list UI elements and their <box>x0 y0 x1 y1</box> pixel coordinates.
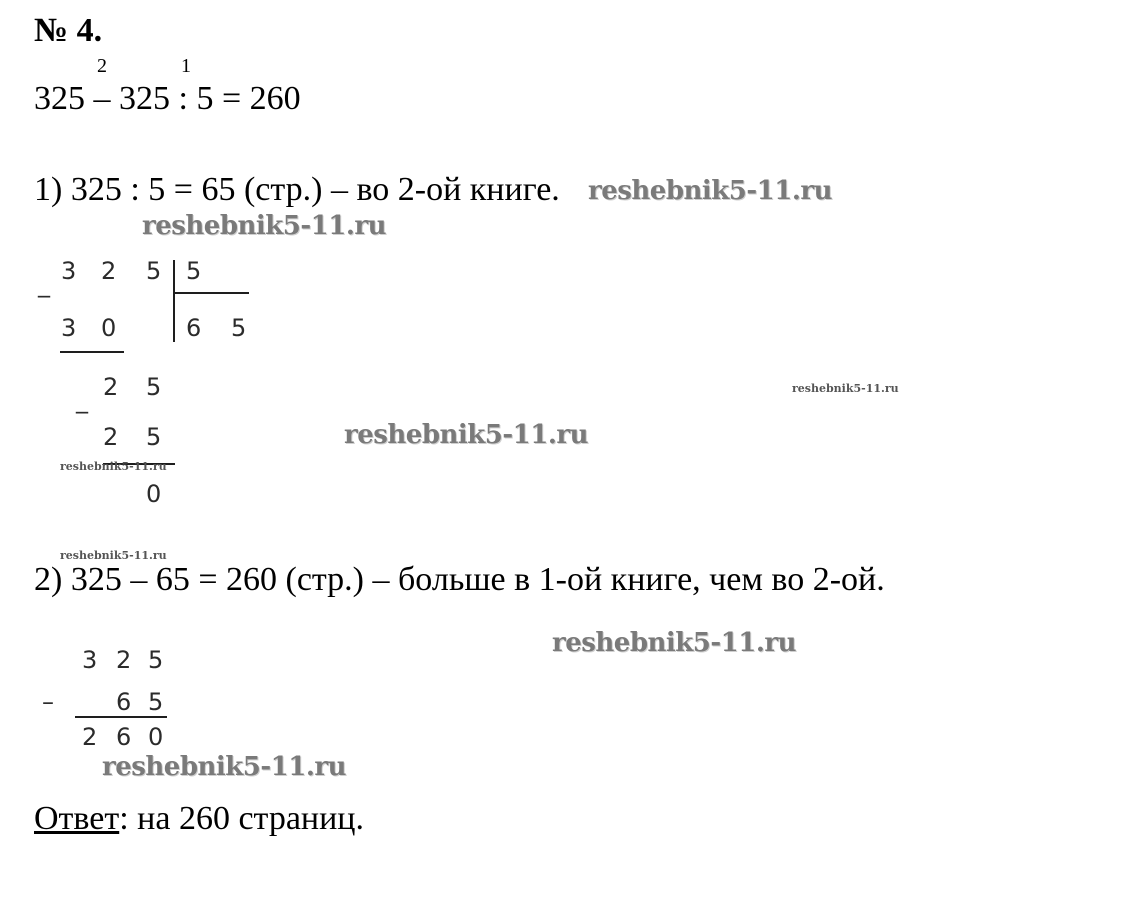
division-vertical-bar <box>173 260 175 342</box>
result-digit: 2 <box>82 723 98 751</box>
remainder-digit: 2 <box>103 373 119 401</box>
watermark: reshebnik5-11.ru <box>102 752 347 782</box>
subtraction-underline <box>75 716 167 718</box>
subtrahend-digit: 5 <box>146 423 162 451</box>
subtrahend-digit: 3 <box>61 314 77 342</box>
result-digit: 6 <box>116 723 132 751</box>
subtrahend-digit: 6 <box>116 688 132 716</box>
expression: 325 – 325 : 5 = 260 <box>34 80 301 117</box>
watermark: reshebnik5-11.ru <box>552 628 797 658</box>
subtraction-minus-sign: – <box>42 688 54 716</box>
quotient-digit: 5 <box>231 314 247 342</box>
answer-text: : на 260 страниц. <box>119 800 364 837</box>
quotient-digit: 6 <box>186 314 202 342</box>
remainder-digit: 5 <box>146 373 162 401</box>
watermark: reshebnik5-11.ru <box>344 420 589 450</box>
division-horizontal-bar <box>173 292 249 294</box>
minuend-digit: 2 <box>116 646 132 674</box>
watermark: reshebnik5-11.ru <box>142 211 387 241</box>
subtrahend-digit: 5 <box>148 688 164 716</box>
dividend-digit: 5 <box>146 257 162 285</box>
result-digit: 0 <box>148 723 164 751</box>
watermark: reshebnik5-11.ru <box>588 176 833 206</box>
order-mark-subtraction: 2 <box>97 55 107 77</box>
division-minus-sign: _ <box>38 270 50 298</box>
minuend-digit: 3 <box>82 646 98 674</box>
step-1: 1) 325 : 5 = 65 (стр.) – во 2-ой книге. <box>34 171 560 208</box>
problem-title: № 4. <box>34 12 103 49</box>
step-2: 2) 325 – 65 = 260 (стр.) – больше в 1-ой книге, чем во 2-ой. <box>34 561 885 598</box>
divisor-digit: 5 <box>186 257 202 285</box>
watermark-small: reshebnik5-11.ru <box>792 382 899 395</box>
final-remainder: 0 <box>146 480 162 508</box>
minuend-digit: 5 <box>148 646 164 674</box>
watermark-small: reshebnik5-11.ru <box>60 549 167 562</box>
answer-label: Ответ <box>34 800 120 837</box>
answer <box>34 800 364 838</box>
watermark-small: reshebnik5-11.ru <box>60 460 167 473</box>
subtrahend-digit: 2 <box>103 423 119 451</box>
dividend-digit: 3 <box>61 257 77 285</box>
order-mark-division: 1 <box>181 55 191 77</box>
dividend-digit: 2 <box>101 257 117 285</box>
division-minus-sign: _ <box>76 386 88 414</box>
division-underline <box>60 351 124 353</box>
subtrahend-digit: 0 <box>101 314 117 342</box>
